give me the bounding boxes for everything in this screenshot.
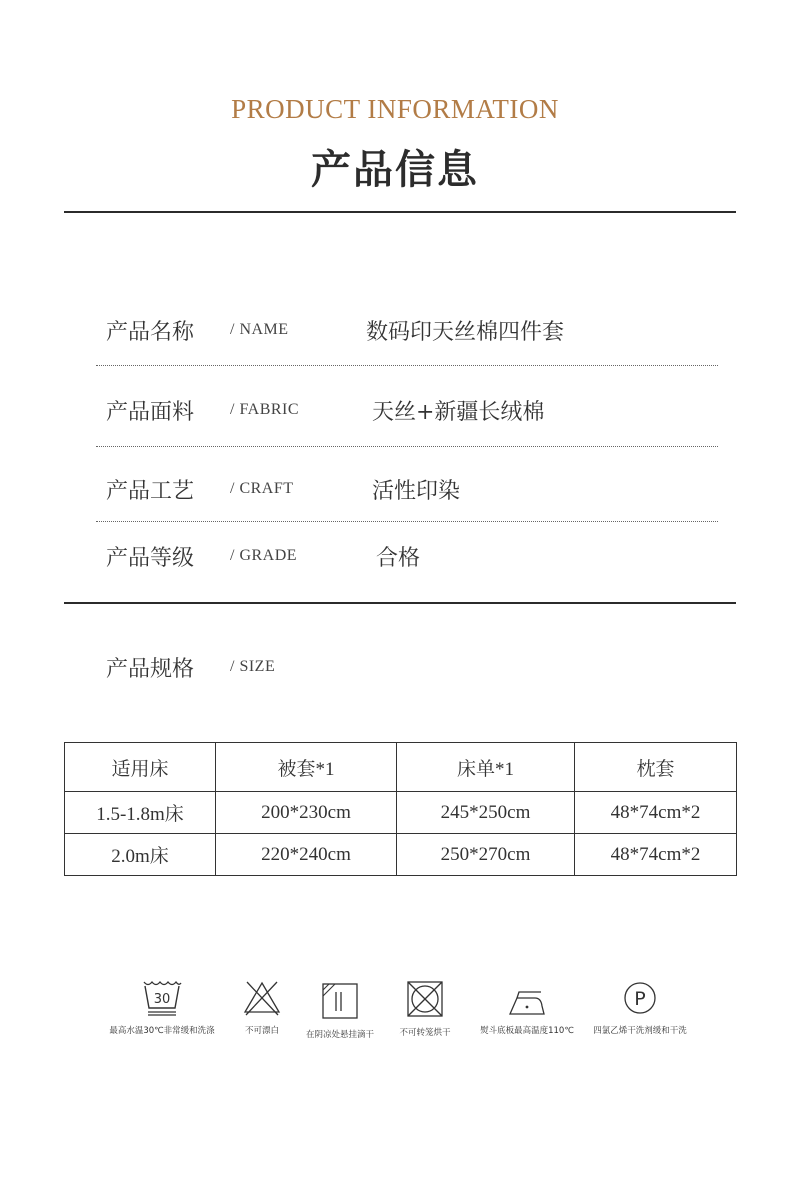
care-caption: 不可转笼烘干 (399, 1028, 451, 1038)
dry-clean-letter: P (634, 988, 646, 1010)
shade-drip-dry-icon (320, 978, 360, 1022)
row-divider (96, 446, 718, 447)
row-value: 活性印染 (372, 479, 461, 504)
header-english-title: PRODUCT INFORMATION (231, 94, 559, 124)
size-english-label: / SIZE (230, 658, 276, 675)
dry-clean-p-icon (620, 978, 660, 1018)
care-item-wash (103, 978, 221, 1036)
table-header-cell: 枕套 (575, 743, 737, 792)
care-item-no-tumble (390, 978, 460, 1038)
care-caption: 不可漂白 (244, 1026, 279, 1036)
table-row (65, 834, 737, 876)
care-caption: 在阴凉处悬挂滴干 (305, 1030, 374, 1040)
table-row (65, 792, 737, 834)
table-cell: 48*74cm*2 (575, 792, 737, 834)
row-label: 产品等级 (106, 546, 195, 571)
table-cell: 200*230cm (216, 792, 397, 834)
header-chinese-title: 产品信息 (311, 147, 479, 193)
care-item-dry-clean (585, 978, 695, 1036)
row-label: 产品名称 (106, 320, 195, 345)
care-caption: 熨斗底板最高温度110℃ (480, 1026, 574, 1036)
care-caption: 最高水温30℃非常缓和洗涤 (109, 1026, 215, 1036)
row-label: 产品工艺 (106, 479, 195, 504)
header-divider (64, 211, 736, 213)
wash-30-icon (141, 978, 183, 1018)
table-cell: 245*250cm (397, 792, 575, 834)
no-bleach-icon (242, 978, 282, 1018)
iron-110-icon (505, 978, 549, 1018)
care-item-iron (472, 978, 582, 1036)
row-divider (96, 365, 718, 366)
row-value: 数码印天丝棉四件套 (366, 320, 565, 345)
row-english-label: / FABRIC (230, 401, 300, 418)
table-cell: 1.5-1.8m床 (65, 792, 216, 834)
table-cell: 48*74cm*2 (575, 834, 737, 876)
care-caption: 四氯乙烯干洗剂缓和干洗 (593, 1026, 687, 1036)
table-header-cell: 被套*1 (216, 743, 397, 792)
row-english-label: / NAME (230, 321, 289, 338)
table-header-row (65, 743, 737, 792)
table-header-cell: 床单*1 (397, 743, 575, 792)
size-table (64, 742, 737, 876)
row-label: 产品面料 (106, 400, 195, 425)
section-divider (64, 602, 736, 604)
row-divider (96, 521, 718, 522)
row-value: 合格 (376, 546, 421, 571)
care-item-shade-dry (298, 978, 382, 1040)
wash-temperature: 30 (153, 992, 171, 1007)
size-label: 产品规格 (106, 657, 195, 682)
row-english-label: / CRAFT (230, 480, 294, 497)
table-cell: 220*240cm (216, 834, 397, 876)
row-english-label: / GRADE (230, 547, 298, 564)
table-header-cell: 适用床 (65, 743, 216, 792)
no-tumble-dry-icon (405, 978, 445, 1020)
care-item-no-bleach (232, 978, 292, 1036)
table-cell: 250*270cm (397, 834, 575, 876)
table-cell: 2.0m床 (65, 834, 216, 876)
row-value: 天丝+新疆长绒棉 (372, 400, 545, 425)
